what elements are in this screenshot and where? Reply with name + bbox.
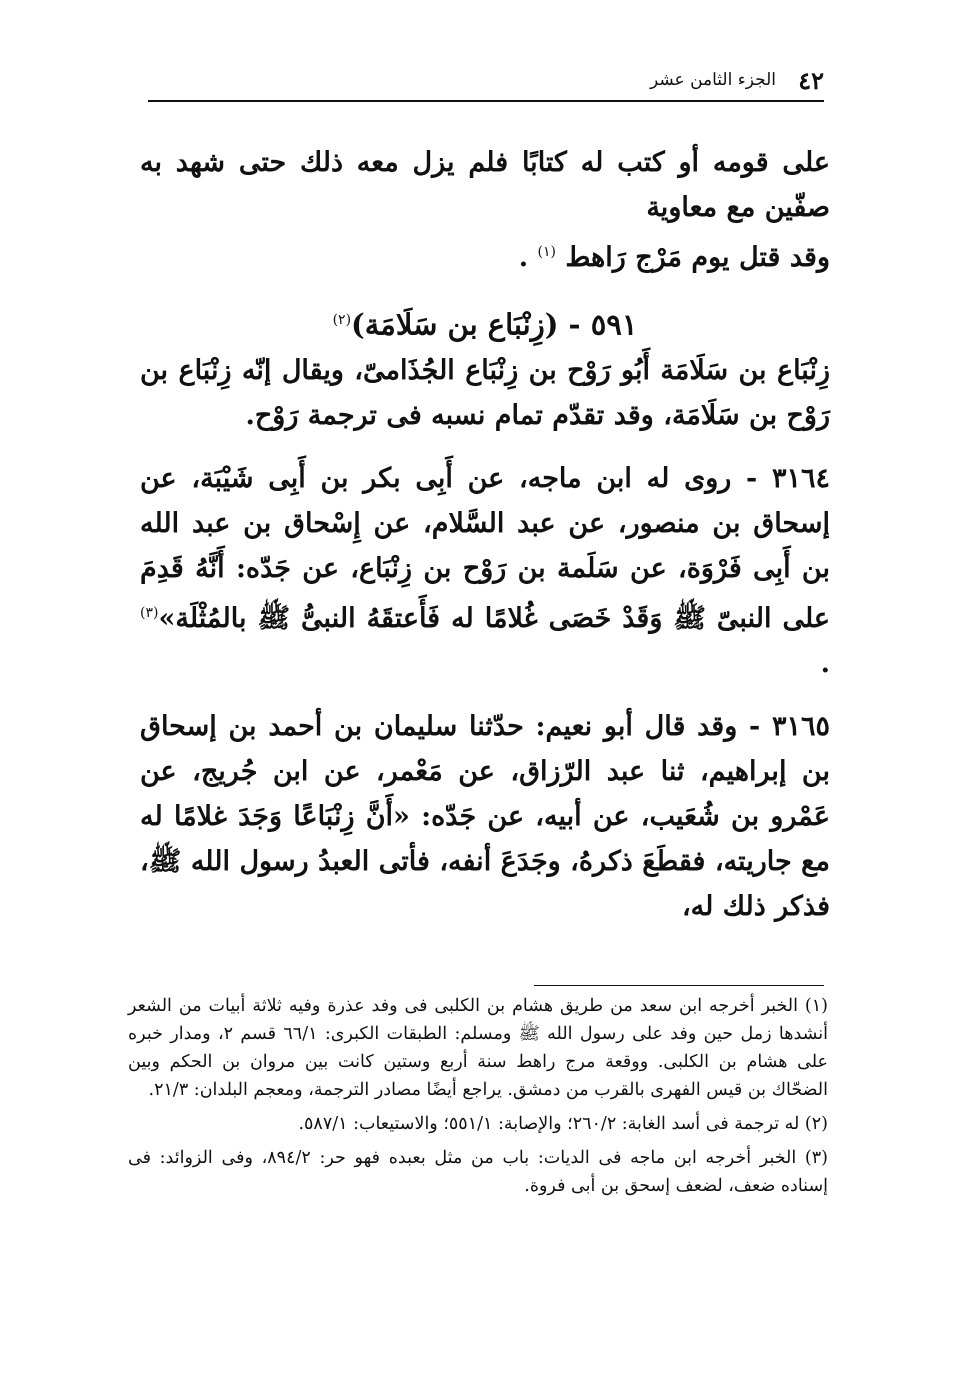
footnote-ref-3: (٣) [140,604,159,621]
hadith-3165: ٣١٦٥ - وقد قال أبو نعيم: حدّثنا سليمان بن أحمد بن إسحاق بن إبراهيم، ثنا عبد الرّزاق، عن مَعْمر، عن ابن جُريج، عن عَمْرو بن شُعَيب، عن أبيه، عن جَدّه: «أَنَّ زِنْبَاعًا وَجَدَ غلامًا له مع جاريته، فقطَعَ ذكرهُ، وجَدَعَ أنفه، فأتى العبدُ رسول الله ﷺ، فذكر ذلك له، [140,710,830,922]
footnote-3: (٣) الخبر أخرجه ابن ماجه فى الديات: باب من مثل بعبده فهو حر: ٨٩٤/٢، وفى الزوائد: فى إسناده ضعف، لضعف إسحق بن أبى فروة. [128,1148,828,1196]
footnote-ref-1: (١) [537,244,556,260]
footnote-ref-2: (٢) [332,312,352,328]
main-text [140,140,830,929]
page-number: ٤٢ [798,66,824,95]
intro-line-2: وقد قتل يوم مَرْج رَاهط $^{(١)}$ . [518,242,830,273]
hadith-3164: ٣١٦٤ - روى له ابن ماجه، عن أَبِى بكر بن أَبِى شَيْبَة، عن إسحاق بن منصور، عن عبد السَّلام، عن إِسْحاق بن عبد الله بن أَبِى فَرْوَة، عن سَلَمة بن رَوْح بن زِنْبَاع، عن جَدّه: أَنَّهُ قَدِمَ على النبىّ ﷺ وَقَدْ خَصَى غُلامًا له فَأَعتقَهُ النبىُّ ﷺ بالمُثْلَة»$^{(٣)}$ . [140,462,830,679]
page-header [148,66,824,102]
footnote-divider [534,985,824,986]
part-title: الجزء الثامن عشر [649,70,776,90]
entry-heading: ٥٩١ - (زِنْبَاع بن سَلَامَة)$^{(٢)}$ [332,307,638,342]
footnote-1: (١) الخبر أخرجه ابن سعد من طريق هشام بن الكلبى فى وفد عذرة وفيه ثلاثة أبيات من الشعر أنشدها زمل حين وفد على رسول الله ﷺ ومسلم: الطبقات الكبرى: ٦٦/١ قسم ٢، ومدار خبره على هشام بن الكلبى. ووقعة مرج راهط سنة أربع وستين كانت بين مروان بن الحكم وبين الضحّاك بن قيس الفهرى بالقرب من دمشق. يراجع أيضًا مصادر الترجمة، ومعجم البلدان: ٢١/٣. [128,996,828,1100]
footnotes [128,992,828,1206]
biography-paragraph: زِنْبَاع بن سَلَامَة أَبُو رَوْح بن زِنْبَاع الجُذَامىّ، ويقال إنّه زِنْبَاع بن رَوْح بن سَلَامَة، وقد تقدّم تمام نسبه فى ترجمة رَوْح. [140,354,830,431]
footnote-2: (٢) له ترجمة فى أسد الغابة: ٢٦٠/٢؛ والإصابة: ٥٥١/١؛ والاستيعاب: ٥٨٧/١. [298,1114,828,1134]
intro-line-1: على قومه أو كتب له كتابًا فلم يزل معه ذلك حتى شهد به صفّين مع معاوية [140,147,830,223]
